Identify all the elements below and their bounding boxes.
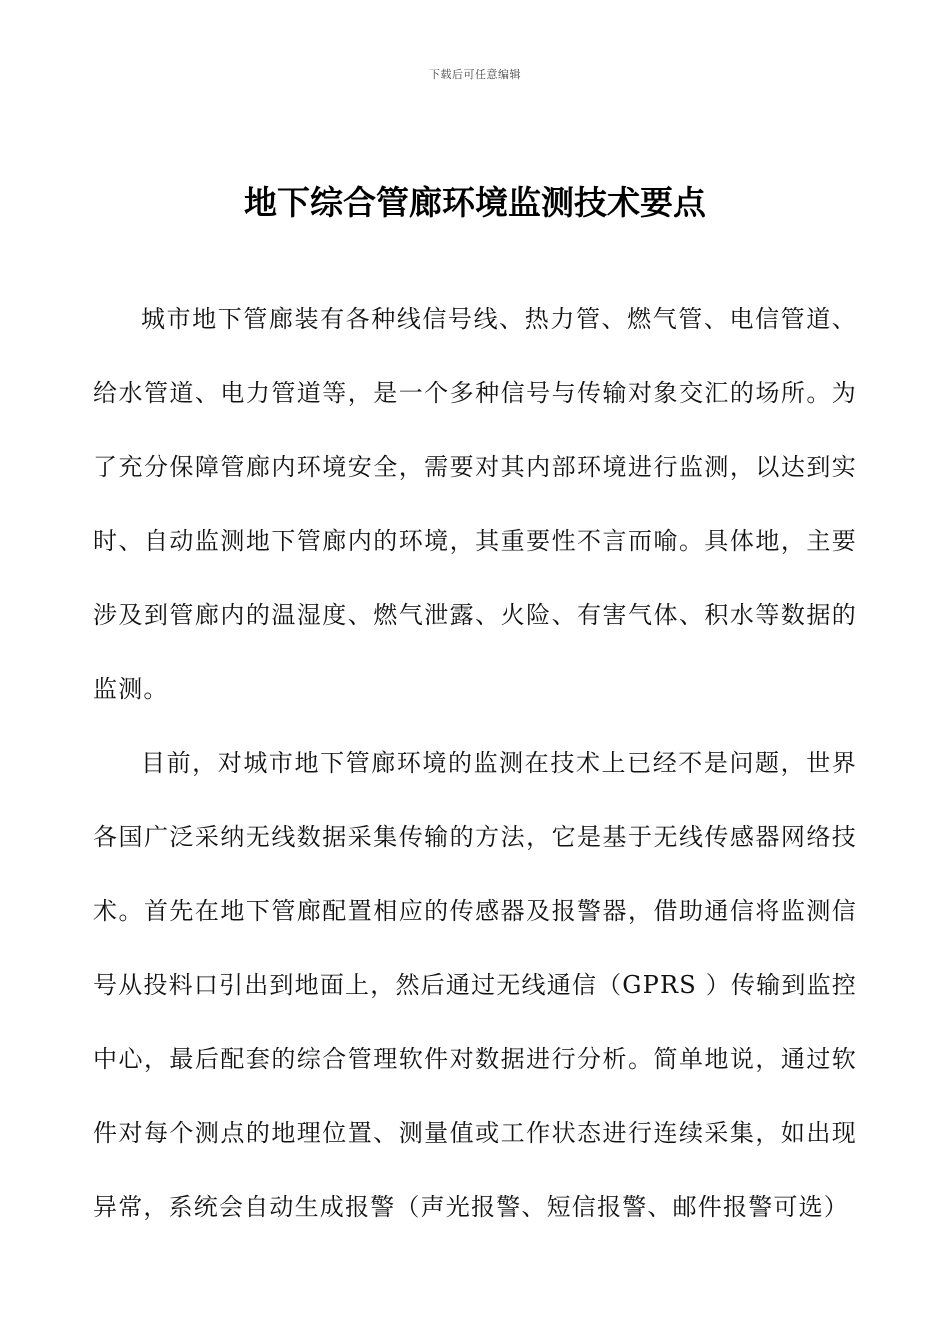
paragraph-2: 目前，对城市地下管廊环境的监测在技术上已经不是问题，世界各国广泛采纳无线数据采集传输的方法，它是基于无线传感器网络技术。首先在地下管廊配置相应的传感器及报警器，借助通信将监测信号从投料口引出到地面上，然后通过无线通信（GPRS ）传输到监控中心，最后配套的综合管理软件对数据进行分析。简单地说，通过软件对每个测点的地理位置、测量值或工作状态进行连续采集，如出现异常，系统会自动生成报警（声光报警、短信报警、邮件报警可选） (93, 749, 857, 1221)
page-header-note: 下载后可任意编辑 (429, 68, 521, 81)
document-body (93, 282, 857, 1244)
paragraph-1: 城市地下管廊装有各种线信号线、热力管、燃气管、电信管道、给水管道、电力管道等，是一个多种信号与传输对象交汇的场所。为了充分保障管廊内环境安全，需要对其内部环境进行监测，以达到实时、自动监测地下管廊内的环境，其重要性不言而喻。具体地，主要涉及到管廊内的温湿度、燃气泄露、火险、有害气体、积水等数据的监测。 (93, 305, 857, 703)
document-title: 地下综合管廊环境监测技术要点 (244, 183, 706, 222)
